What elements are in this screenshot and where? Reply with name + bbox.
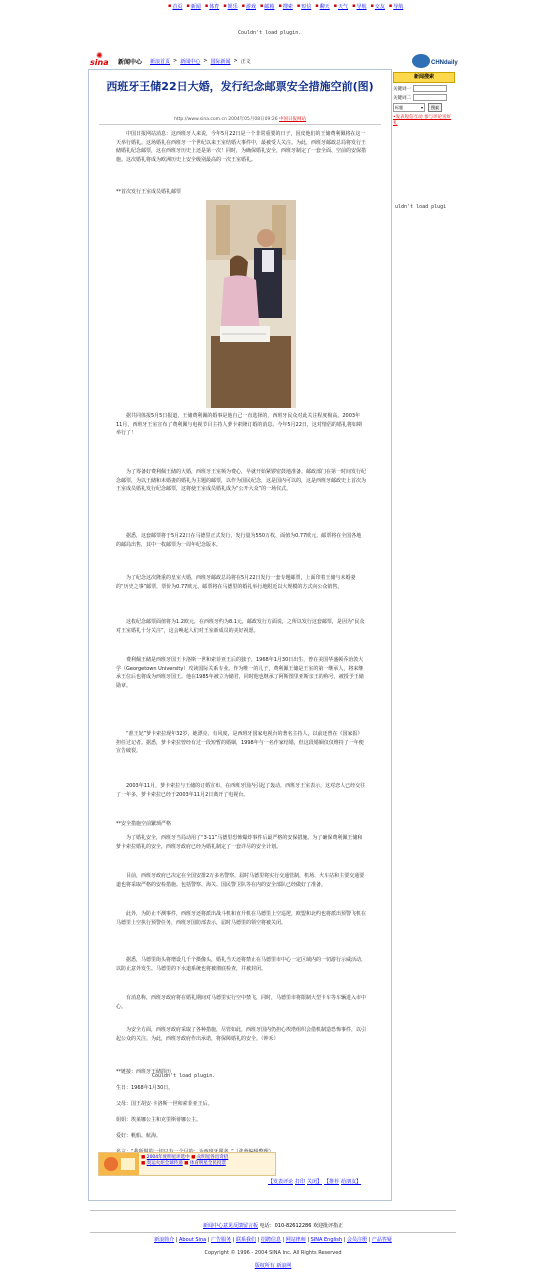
sina-logo[interactable] bbox=[90, 52, 120, 68]
top-nav-link[interactable]: 聊天 bbox=[319, 3, 330, 10]
footer-separator: | bbox=[280, 1237, 286, 1243]
footer-link[interactable]: 联系我们 bbox=[235, 1237, 256, 1243]
footer-link[interactable]: 新浪简介 bbox=[154, 1237, 175, 1243]
top-nav-link[interactable]: 导航 bbox=[393, 3, 404, 10]
top-nav-link[interactable]: 搜索 bbox=[282, 3, 293, 10]
article-date: http://www.sina.com.cn 2004年05月08日09:26 bbox=[173, 117, 278, 122]
bio-line: 姐姐：埃莱娜公主和克里斯蒂娜公主。 bbox=[116, 1117, 202, 1123]
breadcrumb-separator: > bbox=[203, 58, 208, 64]
ad-link[interactable]: 众明星各出奇招 bbox=[196, 1155, 229, 1160]
keyword2-label: 关键词二 bbox=[393, 95, 411, 101]
top-nav-item bbox=[334, 2, 348, 10]
breadcrumb-separator: > bbox=[233, 58, 238, 64]
article-paragraph: 有消息称，西班牙政府将在婚礼期间对马德里实行空中禁飞，同时，马德里市将限制大型卡车等车辆进入市中心。 bbox=[116, 995, 367, 1010]
article-actions bbox=[268, 1178, 361, 1185]
print-link[interactable]: 打印 bbox=[295, 1179, 306, 1185]
footer-link[interactable]: 会员注册 bbox=[346, 1237, 367, 1243]
hot-link[interactable]: •发表短信互动 参与评论送好礼 bbox=[393, 115, 452, 126]
news-search-title: 新闻搜索 bbox=[393, 72, 455, 83]
top-nav-link[interactable]: 导航 bbox=[356, 3, 367, 10]
breadcrumb-separator: > bbox=[173, 58, 178, 64]
ad-link[interactable]: 体育明星全民投票 bbox=[189, 1161, 226, 1166]
contact-extra: 欢迎批评指正 bbox=[313, 1223, 344, 1229]
footer-separator: | bbox=[342, 1237, 347, 1243]
top-nav-item bbox=[370, 2, 384, 10]
bullet-icon: ▪ bbox=[388, 3, 393, 9]
article-paragraph: 中国日报网站消息：这西班牙人来说，今年5月22日是一个非常重要的日子，因皮他们的王储费利佩将在这一天举行婚礼。这场婚礼在西班牙一个世纪以来王室结婚大事件中，最被受人关注。为此，西班牙邮政总局将发行王储婚礼纪念邮票，这在西班牙历史上还是第一次！同时，为确保婚礼安全，西班牙制定了一套全面、空前的安保措施。这次婚礼将成为欧洲历史上安全级别最高的一次王室婚礼。 bbox=[116, 131, 367, 163]
search-field-select[interactable] bbox=[393, 103, 425, 112]
bullet-icon: ▪ bbox=[333, 3, 338, 9]
article-paragraph: 为了筹备好费利佩王储的大婚，西班牙王室频为费心，早就开始紧锣密鼓地准备。邮政部门在第一时间发行纪念邮票，为以王储和未婚妻的婚礼为主题的邮票，以作为国民纪念，这是国内可以的，这是西班牙邮政史上首次为王室成员婚礼发行纪念邮票，这将使王室成员婚礼成为“公开大众”的一场仪式。 bbox=[116, 469, 367, 493]
top-nav-item bbox=[205, 2, 219, 10]
bullet-icon: ▪ bbox=[278, 3, 282, 9]
footer-link[interactable]: 网站律师 bbox=[285, 1237, 306, 1243]
plugin-notice-top: Couldn't load plugin. bbox=[238, 30, 302, 36]
top-nav-link[interactable]: 首页 bbox=[172, 3, 183, 10]
breadcrumb-news[interactable]: 新闻中心 bbox=[180, 59, 201, 65]
article-paragraph: 费利佩王储是西班牙国王卡洛斯一世和索菲亚王后的独子，1968年1月30日出生，曾在美国华盛顿乔治敦大学（Georgetown University）攻读国际关系专业。作为唯一的儿子，费利佩王储是王室的第一继承人，将来继承王位后也将成为西班牙国王。他在1985年被立为储君，同时他也继承了阿斯图里亚斯亲王的称号，被授予王储勋章。 bbox=[116, 657, 364, 689]
article-paragraph: 目前，西班牙政府已决定在全国安排2万多名警察，届时马德里将实行交通管制，机场、火车站和主要交通要道也将采取严格的安检措施。包括警察、海关、国民警卫队等在内的安全部队已经做好了准备。 bbox=[116, 873, 365, 888]
top-nav-item bbox=[297, 2, 311, 10]
contact-phone: 电话：010-82612286 bbox=[259, 1223, 312, 1229]
footer-separator: | bbox=[206, 1237, 212, 1243]
top-nav-item bbox=[223, 2, 237, 10]
ad-link[interactable]: 奥运火炬全球传递 bbox=[146, 1161, 183, 1166]
article-title: 西班牙王储22日大婚，发行纪念邮票安全措施空前(图) bbox=[106, 80, 374, 93]
top-nav-item bbox=[278, 2, 292, 10]
site-header bbox=[90, 52, 392, 68]
article-meta bbox=[99, 116, 381, 122]
sina-eye-icon: ✺ bbox=[96, 51, 103, 60]
bullet-icon: ▪ bbox=[168, 3, 172, 9]
article-container bbox=[88, 70, 392, 1201]
bio-line: 生日：1968年1月30日。 bbox=[116, 1085, 174, 1091]
footer-divider bbox=[90, 1210, 456, 1211]
breadcrumb-world[interactable]: 国际新闻 bbox=[210, 59, 231, 65]
top-nav-link[interactable]: 短信 bbox=[301, 3, 312, 10]
bullet-icon: ▪ bbox=[296, 3, 301, 9]
article-paragraph: 这枚纪念邮票面值将为1.2欧元，在西班牙约为8.1元，邮政发行方面说，之所以发行这套邮票，是因为“民众对王室婚礼十分关注”，这会唤起人们对王室新成员的美好祝愿。 bbox=[116, 619, 365, 634]
copyright: Copyright © 1996 - 2004 SINA Inc. All Rights Reserved bbox=[204, 1250, 342, 1256]
breadcrumb-home[interactable]: 新浪首页 bbox=[150, 59, 171, 65]
bullet-icon: ▪ bbox=[223, 3, 227, 9]
keyword1-row bbox=[393, 85, 455, 92]
footer-separator: | bbox=[305, 1237, 311, 1243]
company-link[interactable]: 版权所有 新浪网 bbox=[254, 1263, 292, 1269]
top-nav-link[interactable]: 邮箱 bbox=[264, 3, 275, 10]
company-line bbox=[90, 1262, 456, 1269]
footer-link[interactable]: 产品答疑 bbox=[371, 1237, 392, 1243]
recommend-link[interactable]: 【推荐 bbox=[324, 1179, 340, 1185]
chndaily-logo[interactable] bbox=[411, 52, 458, 70]
footer-contact bbox=[90, 1222, 456, 1229]
footer-separator: | bbox=[255, 1237, 261, 1243]
article-subhead: **链接：西班牙王储简历 bbox=[116, 1069, 172, 1075]
top-nav-item bbox=[242, 2, 256, 10]
breadcrumb-current: 正文 bbox=[240, 59, 251, 65]
top-nav-item bbox=[168, 2, 182, 10]
article-paragraph: 2003年11月，萝卡索拉与王储的订婚宣布，在西班牙国内引起了轰动，西班牙王室表示，这对恋人已经交往了一年多，萝卡索拉已经于2003年11月2日离开了电视台。 bbox=[116, 783, 366, 798]
article-subhead: **安全措施空前繁琐严格 bbox=[116, 821, 172, 827]
top-nav-link[interactable]: 娱乐 bbox=[227, 3, 238, 10]
plugin-notice-side: uldn't load plugi bbox=[395, 204, 447, 210]
top-nav-item bbox=[315, 2, 329, 10]
footer-divider bbox=[90, 1232, 456, 1233]
bullet-icon: ▪ bbox=[186, 3, 190, 9]
footer-link[interactable]: 招聘信息 bbox=[260, 1237, 281, 1243]
ad-logo-icon bbox=[99, 1153, 139, 1175]
comment-link[interactable]: 【发表评论 bbox=[268, 1179, 294, 1185]
ad-banner[interactable]: ■ 2004年度明星评选中 ■ 众明星各出奇招 ■ 奥运火炬全球传递 ■ 体育明星全民投票 bbox=[98, 1152, 276, 1176]
top-nav-link[interactable]: 天气 bbox=[338, 3, 349, 10]
top-nav-item bbox=[389, 2, 403, 10]
keyword1-input[interactable] bbox=[413, 85, 447, 92]
bullet-icon: ▪ bbox=[204, 3, 209, 9]
search-field-value: 标题 bbox=[395, 104, 403, 110]
keyword2-row bbox=[393, 94, 455, 101]
article-paragraph: 为安全方面，西班牙政府采取了各种措施，尽管如此，西班牙国内仍担心埃塔组织会借机制造恐怖事件，以引起公众的关注。为此，西班牙政府作出承诺，将保障婚礼的安全。（钟禾） bbox=[116, 1027, 367, 1042]
footer-link[interactable]: About Sina bbox=[179, 1237, 207, 1243]
bio-line: 父母：国王胡安·卡洛斯一世和索菲亚王后。 bbox=[116, 1101, 213, 1107]
top-nav-item bbox=[352, 2, 366, 10]
keyword2-input[interactable] bbox=[413, 94, 447, 101]
ad-link[interactable]: 2004年度明星评选中 bbox=[146, 1155, 190, 1160]
search-controls bbox=[393, 103, 455, 112]
article-paragraph: 据共同体报5月5日报道，王储费利佩的婚事是他自己一直选择的，西班牙民众对此关注程度极高。2003年11月，西班牙王室宣布了费利佩与电视节目主持人萝卡索隆订婚的消息。今年5月22日，这对情侣的婚礼将如期举行了！ bbox=[116, 413, 362, 437]
close-link[interactable]: 关闭】 bbox=[307, 1179, 323, 1185]
top-nav bbox=[168, 2, 458, 10]
article-source-link[interactable]: 中国日报网站 bbox=[279, 117, 307, 122]
news-search-box bbox=[393, 72, 455, 130]
footer-separator: | bbox=[174, 1237, 180, 1243]
article-paragraph: 据悉，马德里街头将增设几千个摄像头，婚礼当天还将禁止在马德里市中心一定区域内的一切游行示威活动，以防止意外发生。马德里的下水道系统也将被彻底检查，并被封闭。 bbox=[116, 957, 367, 972]
chndaily-brand: CHNdaily bbox=[431, 60, 458, 66]
top-nav-link[interactable]: 新闻 bbox=[190, 3, 201, 10]
footer-separator: | bbox=[231, 1237, 236, 1243]
footer-link[interactable]: 广告服务 bbox=[211, 1237, 232, 1243]
top-nav-item bbox=[260, 2, 274, 10]
article-paragraph: “准王妃”萝卡索拉现年32岁，她漂亮、有风度，是西班牙国家电视台的著名主持人，以前还曾在《国家报》担任过记者。据悉，萝卡索拉曾经有过一段短暂的婚姻，1998年与一名作家结婚，但这段婚姻仅仅维持了一年便宣告破裂。 bbox=[116, 731, 364, 755]
footer-link[interactable]: SINA English bbox=[310, 1237, 343, 1243]
bullet-icon: ▪ bbox=[260, 3, 264, 9]
article-paragraph: 为了纪念这次隆重的皇室大婚，西班牙邮政总局将在5月22日发行一套专题邮票，上面印着王储与未婚妻的“历史之事”邮票，票价为0.77欧元，邮票将在马德里的婚礼举行地附近以大规模的方式向公众销售。 bbox=[116, 575, 356, 590]
article-paragraph: 此外，为防止不测事件，西班牙还将派出战斗机和直升机在马德里上空巡逻，欧盟和北约也将派出预警飞机在马德里上空执行预警任务，西班牙国防部表示，届时马德里的领空将被关闭。 bbox=[116, 911, 367, 926]
title-divider bbox=[99, 124, 381, 125]
footer-separator: | bbox=[366, 1237, 372, 1243]
search-button[interactable]: 搜索 bbox=[428, 103, 442, 112]
bullet-icon: ▪ bbox=[241, 3, 246, 9]
top-nav-item bbox=[186, 2, 200, 10]
bullet-icon: ▪ bbox=[315, 3, 319, 9]
bullet-icon: ▪ bbox=[370, 3, 374, 9]
bullet-icon: ▪ bbox=[352, 3, 356, 9]
to-friend-link[interactable]: 给朋友】 bbox=[341, 1179, 362, 1185]
bio-line: 爱好：帆船、航海。 bbox=[116, 1133, 162, 1139]
keyword1-label: 关键词一 bbox=[393, 86, 411, 92]
section-name: 新闻中心 bbox=[118, 59, 143, 66]
top-nav-link[interactable]: 交友 bbox=[374, 3, 385, 10]
article-paragraph: 据悉，这套邮票将于5月22日在马德里正式发行，发行量为550万枚，面值为0.77欧元，邮票将在全国各地的邮局出售，其中一枚邮票为一周年纪念版本。 bbox=[116, 533, 362, 548]
breadcrumb bbox=[150, 58, 251, 65]
plugin-notice-bottom: Couldn't load plugin. bbox=[152, 1073, 216, 1079]
top-nav-link[interactable]: 游戏 bbox=[246, 3, 257, 10]
footer-links bbox=[90, 1236, 456, 1243]
sina-logo-text: sina bbox=[90, 58, 109, 67]
top-nav-link[interactable]: 体育 bbox=[209, 3, 220, 10]
wedding-couple-photo bbox=[206, 200, 296, 408]
article-subhead: **首次发行王室成员婚礼邮票 bbox=[116, 189, 182, 195]
feedback-link[interactable]: 新闻中心意见反馈留言板 bbox=[202, 1223, 258, 1229]
article-paragraph: 为了婚礼安全，西班牙当局动用了“3·11”马德里恐怖爆炸事件后最严格的安保措施。为了确保费利佩王储和萝卡索拉婚礼的安全，西班牙政府已经为婚礼制定了一套详尽的安全计划。 bbox=[116, 835, 363, 850]
chevron-down-icon: ▾ bbox=[420, 105, 423, 110]
